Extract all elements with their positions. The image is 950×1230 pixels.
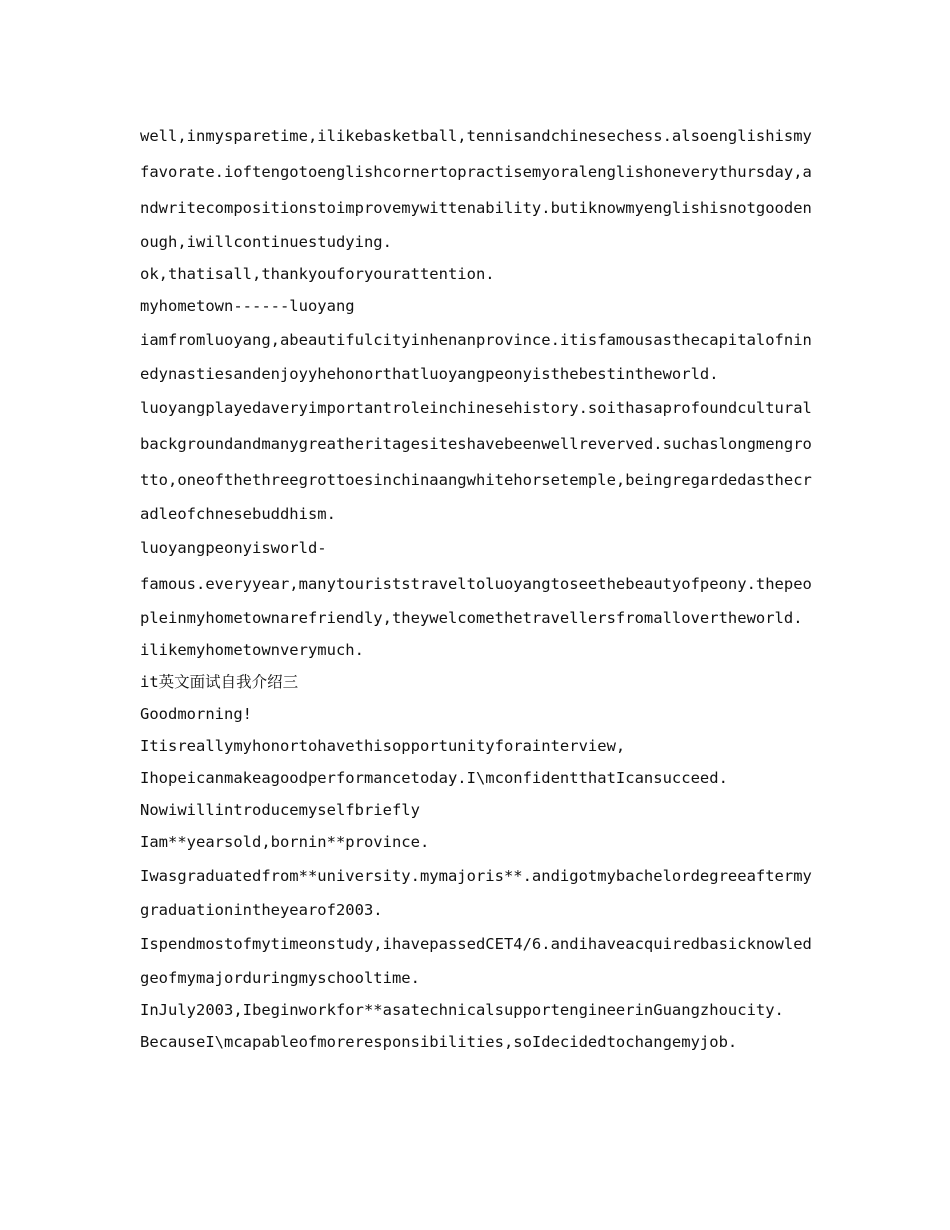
text-line: well,inmysparetime,ilikebasketball,tennisandchinesechess.alsoenglishismy xyxy=(140,127,812,145)
text-line: InJuly2003,Ibeginworkfor**asatechnicalsupportengineerinGuangzhoucity. xyxy=(140,1001,784,1019)
text-line: pleinmyhometownarefriendly,theywelcomethetravellersfromallovertheworld. xyxy=(140,609,803,627)
text-line: adleofchnesebuddhism. xyxy=(140,505,336,523)
text-line: favorate.ioftengotoenglishcornertopractisemyoralenglishoneverythursday,a xyxy=(140,163,812,181)
text-line: Nowiwillintroducemyselfbriefly xyxy=(140,801,420,819)
text-line: backgroundandmanygreatheritagesiteshavebeenwellreverved.suchaslongmengro xyxy=(140,435,812,453)
text-line: myhometown------luoyang xyxy=(140,297,355,315)
document-page xyxy=(140,118,812,1058)
text-line: Goodmorning! xyxy=(140,705,252,723)
text-line: ilikemyhometownverymuch. xyxy=(140,641,364,659)
text-line: ok,thatisall,thankyouforyourattention. xyxy=(140,265,495,283)
text-line: geofmymajorduringmyschooltime. xyxy=(140,969,420,987)
text-line: Ihopeicanmakeagoodperformancetoday.I\mconfidentthatIcansucceed. xyxy=(140,769,728,787)
text-line: iamfromluoyang,abeautifulcityinhenanprovince.itisfamousasthecapitalofnin xyxy=(140,331,812,349)
text-line: ough,iwillcontinuestudying. xyxy=(140,233,392,251)
text-line: Ispendmostofmytimeonstudy,ihavepassedCET4/6.andihaveacquiredbasicknowled xyxy=(140,935,812,953)
text-line: it英文面试自我介绍三 xyxy=(140,673,299,691)
text-line: BecauseI\mcapableofmoreresponsibilities,soIdecidedtochangemyjob. xyxy=(140,1033,738,1051)
text-line: edynastiesandenjoyyhehonorthatluoyangpeonyisthebestintheworld. xyxy=(140,365,719,383)
text-line: luoyangplayedaveryimportantroleinchinesehistory.soithasaprofoundcultural xyxy=(140,399,812,417)
text-line: Itisreallymyhonortohavethisopportunityforainterview, xyxy=(140,737,626,755)
text-line: graduationintheyearof2003. xyxy=(140,901,383,919)
text-line: luoyangpeonyisworld- xyxy=(140,539,327,557)
text-line: tto,oneofthethreegrottoesinchinaangwhitehorsetemple,beingregardedasthecr xyxy=(140,471,812,489)
text-line: famous.everyyear,manytouriststraveltoluoyangtoseethebeautyofpeony.thepeo xyxy=(140,575,812,593)
text-line: Iwasgraduatedfrom**university.mymajoris**.andigotmybachelordegreeaftermy xyxy=(140,867,812,885)
text-line: ndwritecompositionstoimprovemywittenability.butiknowmyenglishisnotgooden xyxy=(140,199,812,217)
text-line: Iam**yearsold,bornin**province. xyxy=(140,833,430,851)
